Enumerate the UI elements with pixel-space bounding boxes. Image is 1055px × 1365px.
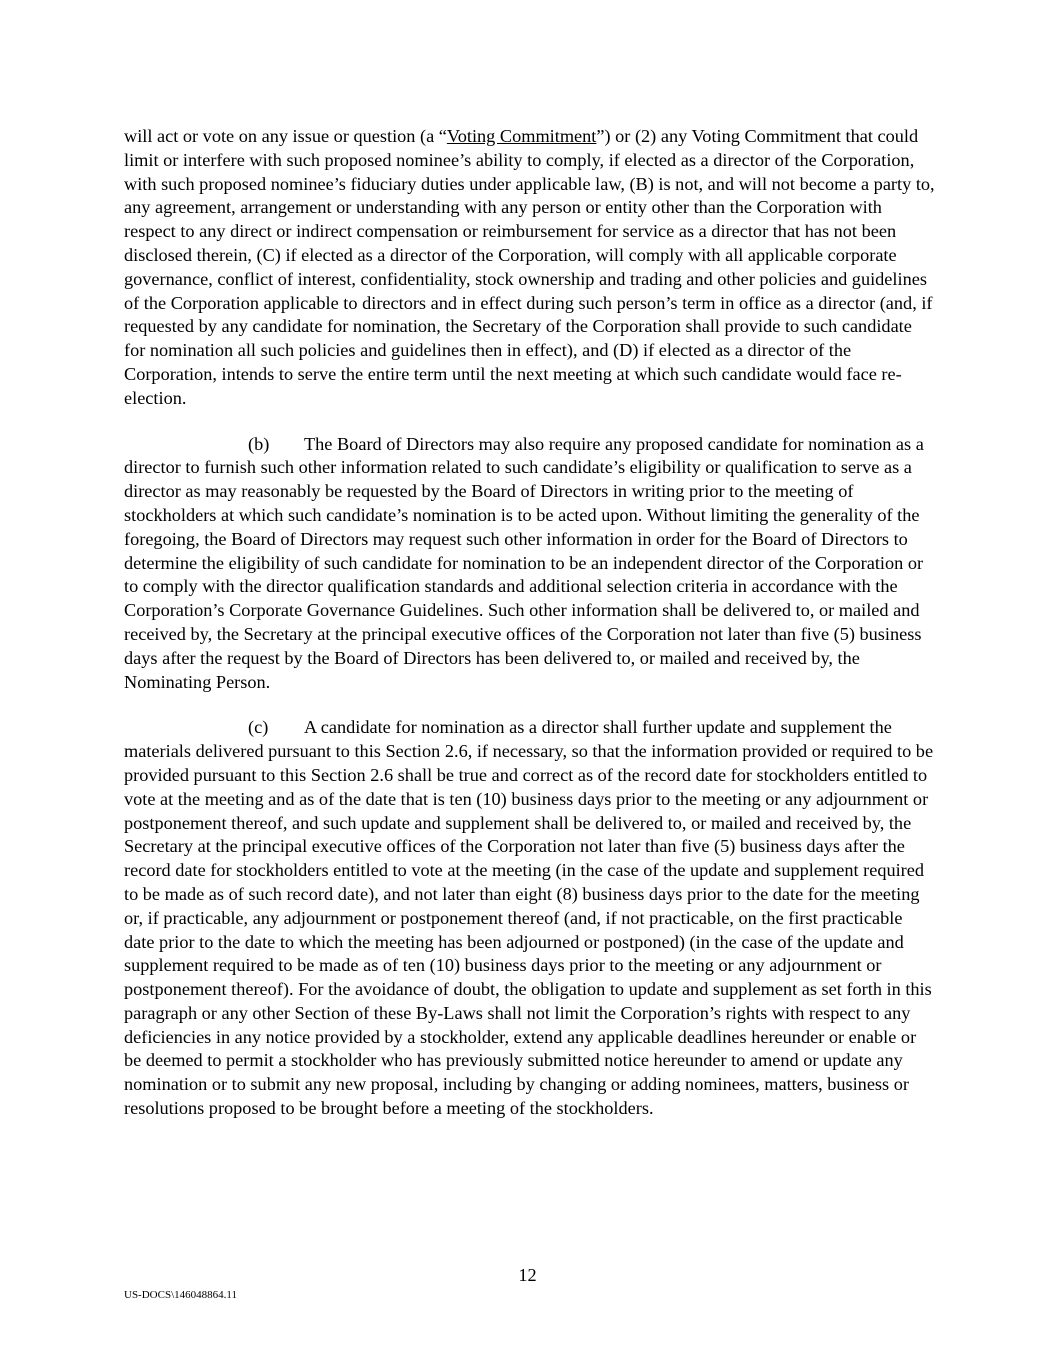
document-body bbox=[124, 125, 936, 1143]
paragraph-c-label: (c) bbox=[248, 717, 269, 738]
paragraph-c-text: A candidate for nomination as a director shall further update and supplement the materials delivered pursuant to this Section 2.6, if necessary, so that the information provided or required to be provided pursuant to this Section 2.6 shall be true and correct as of the record date for stockholders entitled to vote at the meeting and as of the date that is ten (10) business days prior to the meeting or any adjournment or postponement thereof, and such update and supplement shall be delivered to, or mailed and received by, the Secretary at the principal executive offices of the Corporation not later than five (5) business days after the record date for stockholders entitled to vote at the meeting (in the case of the update and supplement required to be made as of such record date), and not later than eight (8) business days prior to the date for the meeting or, if practicable, any adjournment or postponement thereof (and, if not practicable, on the first practicable date prior to the date to which the meeting has been adjourned or postponed) (in the case of the update and supplement required to be made as of ten (10) business days prior to the meeting or any adjournment or postponement thereof). For the avoidance of doubt, the obligation to update and supplement as set forth in this paragraph or any other Section of these By-Laws shall not limit the Corporation’s rights with respect to any deficiencies in any notice provided by a stockholder, extend any applicable deadlines hereunder or enable or be deemed to permit a stockholder who has previously submitted notice hereunder to amend or update any nomination or to submit any new proposal, including by changing or adding nominees, matters, business or resolutions proposed to be brought before a meeting of the stockholders. bbox=[124, 717, 934, 1119]
paragraph-b-text: The Board of Directors may also require any proposed candidate for nomination as a director to furnish such other information related to such candidate’s eligibility or qualification to serve as a director as may reasonably be requested by the Board of Directors in writing prior to the meeting of stockholders at which such candidate’s nomination is to be acted upon. Without limiting the generality of the foregoing, the Board of Directors may request such other information in order for the Board of Directors to determine the eligibility of such candidate for nomination to be an independent director of the Corporation or to comply with the director qualification standards and additional selection criteria in accordance with the Corporation’s Corporate Governance Guidelines. Such other information shall be delivered to, or mailed and received by, the Secretary at the principal executive offices of the Corporation not later than five (5) business days after the request by the Board of Directors has been delivered to, or mailed and received by, the Nominating Person. bbox=[124, 433, 924, 692]
page-number: 12 bbox=[518, 1265, 537, 1285]
paragraph-b bbox=[124, 433, 936, 695]
paragraph-continuation bbox=[124, 125, 936, 411]
paragraph-1-text: ”) or (2) any Voting Commitment that could limit or interfere with such proposed nominee’s ability to comply, if elected as a director of the Corporation, with such proposed nominee’s fiduciary duties under applicable law, (B) is not, and will not become a party to, any agreement, arrangement or understanding with any person or entity other than the Corporation with respect to any direct or indirect compensation or reimbursement for service as a director that has not been disclosed therein, (C) if elected as a director of the Corporation, will comply with all applicable corporate governance, conflict of interest, confidentiality, stock ownership and trading and other policies and guidelines of the Corporation applicable to directors and in effect during such person’s term in office as a director (and, if requested by any candidate for nomination, the Secretary of the Corporation shall provide to such candidate for nomination all such policies and guidelines then in effect), and (D) if elected as a director of the Corporation, intends to serve the entire term until the next meeting at which such candidate would face re-election. bbox=[124, 126, 935, 408]
paragraph-1-lead: will act or vote on any issue or question (a “ bbox=[124, 126, 447, 146]
document-id: US-DOCS\146048864.11 bbox=[124, 1289, 237, 1301]
paragraph-c bbox=[124, 716, 936, 1121]
paragraph-b-label: (b) bbox=[248, 433, 270, 454]
defined-term-voting-commitment: Voting Commitment bbox=[446, 126, 597, 146]
